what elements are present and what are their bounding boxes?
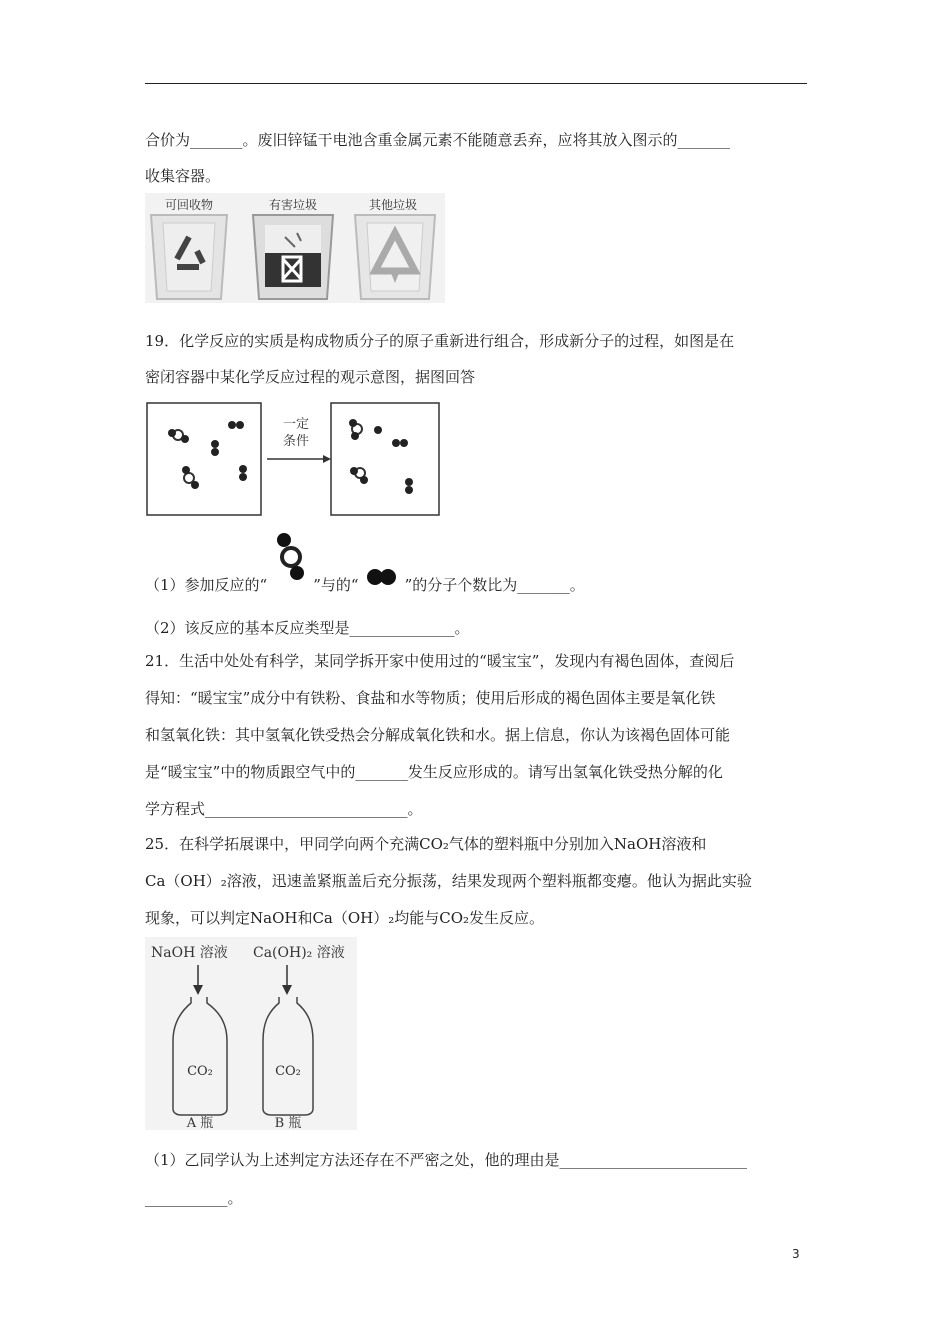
page-number: 3: [792, 1247, 800, 1261]
text-line: 21．生活中处处有科学，某同学拆开家中使用过的“暖宝宝”，发现内有褐色固体，查阅后: [145, 652, 735, 670]
bin-label-recyclable: 可回收物: [164, 198, 214, 212]
bin-label-other: 其他垃圾: [368, 198, 418, 212]
text-line: 学方程式___________________________。: [145, 800, 423, 818]
q19-middle: ”与的“: [313, 576, 359, 594]
molecule-b2: [374, 426, 382, 434]
condition-line1: 一定: [282, 417, 310, 432]
bottle-b-gas: CO₂: [275, 1064, 301, 1079]
text-line: 19．化学反应的实质是构成物质分子的原子重新进行组合，形成新分子的过程，如图是在: [145, 332, 735, 350]
text-line: （2）该反应的基本反应类型是______________。: [145, 619, 470, 637]
molecule-abb-inline: [267, 575, 313, 595]
text-line: （1）乙同学认为上述判定方法还存在不严密之处，他的理由是_________________________: [145, 1151, 748, 1169]
bottle-b-label: B 瓶: [274, 1116, 302, 1130]
q19-part1-line: [145, 575, 585, 595]
bottle-a-reagent: NaOH 溶液: [151, 945, 228, 961]
text-line: 合价为_______。废旧锌锰干电池含重金属元素不能随意丢弃，应将其放入图示的_______: [145, 131, 731, 149]
bottles-figure: [145, 937, 357, 1130]
text-line: 密闭容器中某化学反应过程的观示意图，据图回答: [145, 368, 476, 386]
header-rule: [145, 83, 807, 84]
bin-label-hazardous: 有害垃圾: [268, 198, 318, 212]
before-box: [147, 403, 261, 515]
bottle-a-label: A 瓶: [186, 1116, 214, 1130]
q19-prefix: （1）参加反应的“: [145, 576, 268, 594]
text-line: 现象，可以判定NaOH和Ca（OH）₂均能与CO₂发生反应。: [145, 909, 545, 927]
reaction-diagram: [145, 399, 443, 519]
bottle-b-reagent: Ca(OH)₂ 溶液: [253, 945, 345, 961]
text-line: ___________。: [145, 1189, 243, 1207]
garbage-bins-figure: [145, 193, 445, 303]
q19-suffix: ”的分子个数比为_______。: [404, 576, 585, 594]
bottle-a-gas: CO₂: [187, 1064, 213, 1079]
molecule-b2-inline: [359, 575, 405, 595]
molecule-abb-icon: [267, 527, 313, 589]
text-line: 是“暖宝宝”中的物质跟空气中的_______发生反应形成的。请写出氢氧化铁受热分解的化: [145, 763, 723, 781]
text-line: 收集容器。: [145, 167, 221, 185]
text-line: 得知：“暖宝宝”成分中有铁粉、食盐和水等物质；使用后形成的褐色固体主要是氧化铁: [145, 689, 716, 707]
after-box: [331, 403, 439, 515]
condition-line2: 条件: [282, 434, 310, 449]
text-line: 25．在科学拓展课中，甲同学向两个充满CO₂气体的塑料瓶中分别加入NaOH溶液和: [145, 835, 707, 853]
text-line: 和氢氧化铁：其中氢氧化铁受热会分解成氧化铁和水。据上信息，你认为该褐色固体可能: [145, 726, 731, 744]
text-line: Ca（OH）₂溶液，迅速盖紧瓶盖后充分振荡，结果发现两个塑料瓶都变瘪。他认为据此实验: [145, 872, 752, 890]
arrow-icon: [267, 455, 331, 463]
molecule-b2-icon: [359, 561, 405, 589]
